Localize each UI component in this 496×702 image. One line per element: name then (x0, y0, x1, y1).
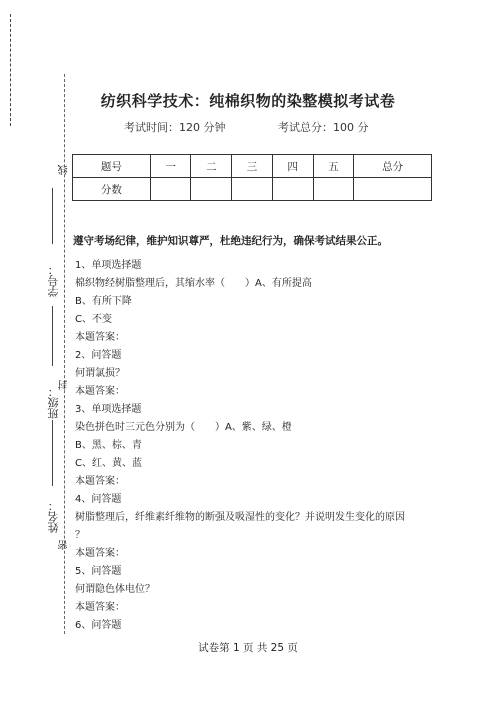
class-label: 班级： (47, 386, 60, 419)
name-underline (52, 420, 53, 486)
answer-line: 本题答案： (75, 602, 125, 613)
table-header-cell: 总分 (354, 155, 432, 178)
seal-char-feng: 封 (59, 380, 70, 390)
score-cell[interactable] (272, 178, 313, 201)
question-line: B、有所下降 (75, 296, 132, 307)
question-line: 2、问答题 (75, 350, 122, 361)
page-footer: 试卷第 1 页 共 25 页 (198, 642, 298, 654)
exam-notice: 遵守考场纪律，维护知识尊严，杜绝违纪行为，确保考试结果公正。 (73, 235, 388, 247)
score-table-score-row (73, 178, 432, 201)
score-table (72, 154, 432, 201)
score-row-label: 分数 (73, 178, 151, 201)
seal-char-mi: 线 (59, 165, 70, 175)
answer-line: 本题答案： (75, 332, 125, 343)
table-header-cell: 四 (272, 155, 313, 178)
question-line: 何谓隐色体电位？ (75, 584, 155, 595)
table-header-cell: 二 (191, 155, 232, 178)
table-header-cell: 题号 (73, 155, 151, 178)
question-line: C、红、黄、蓝 (75, 458, 142, 469)
exam-total-score: 考试总分：100 分 (278, 121, 369, 134)
score-table-header-row (73, 155, 432, 178)
question-line: ？ (75, 530, 85, 541)
question-line: 6、问答题 (75, 620, 122, 631)
score-cell[interactable] (354, 178, 432, 201)
question-line: 5、问答题 (75, 566, 122, 577)
question-line: 4、问答题 (75, 494, 122, 505)
answer-line: 本题答案： (75, 386, 125, 397)
score-cell[interactable] (232, 178, 273, 201)
seal-char-xian: 密 (59, 540, 70, 550)
question-line: 1、单项选择题 (75, 260, 142, 271)
question-line: 3、单项选择题 (75, 404, 142, 415)
table-header-cell: 三 (232, 155, 273, 178)
question-line: 树脂整理后，纤维素纤维物的断强及吸湿性的变化？并说明发生变化的原因 (75, 512, 405, 523)
score-cell[interactable] (191, 178, 232, 201)
answer-line: 本题答案： (75, 476, 125, 487)
score-cell[interactable] (150, 178, 191, 201)
answer-line: 本题答案： (75, 548, 125, 559)
question-line: 何谓氯损？ (75, 368, 125, 379)
table-header-cell: 一 (150, 155, 191, 178)
score-cell[interactable] (313, 178, 354, 201)
question-line: B、黑、棕、青 (75, 440, 142, 451)
student-id-underline (52, 188, 53, 244)
class-underline (52, 306, 53, 366)
question-line: 染色拼色时三元色分别为（ ）A、紫、绿、橙 (75, 422, 292, 433)
name-label: 姓名： (47, 500, 60, 533)
exam-title: 纺织科学技术：纯棉织物的染整模拟考试卷 (100, 92, 396, 110)
binding-dashed-line-inner (64, 74, 65, 634)
question-line: C、不变 (75, 314, 112, 325)
question-line: 棉织物经树脂整理后，其缩水率（ ）A、有所提高 (75, 278, 312, 289)
table-header-cell: 五 (313, 155, 354, 178)
student-id-label: 学号： (47, 264, 60, 297)
exam-time: 考试时间：120 分钟 (124, 121, 226, 134)
